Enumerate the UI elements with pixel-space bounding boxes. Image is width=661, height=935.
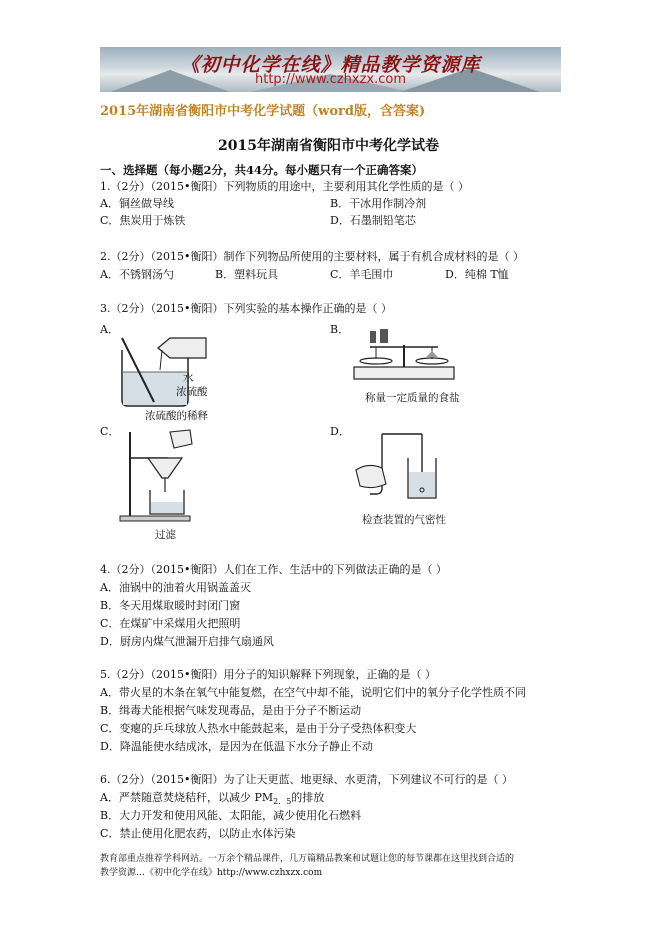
figure-airtight-check xyxy=(352,428,442,503)
q5-option-c: C．变瘪的乒乓球放人热水中能鼓起来，是由于分子受热体积变大 xyxy=(100,722,417,735)
q3-option-a: A． xyxy=(100,323,119,336)
q5-option-a: A．带火星的木条在氧气中能复燃，在空气中却不能，说明它们中的氧分子化学性质不同 xyxy=(100,686,526,699)
q2-option-b: B．塑料玩具 xyxy=(215,268,279,281)
weight xyxy=(370,331,376,343)
pm-subscript: 2．5 xyxy=(273,797,292,807)
q1-option-b: B．干冰用作制冷剂 xyxy=(330,197,427,210)
q4-option-d: D．厨房内煤气泄漏开启排气扇通风 xyxy=(100,635,274,648)
q6-option-a-text: A．严禁随意焚烧秸秆，以减少 PM xyxy=(100,791,274,804)
caption-a: 浓硫酸的稀释 xyxy=(145,410,208,422)
q4-option-b: B．冬天用煤取暖时封闭门窗 xyxy=(100,599,241,612)
q6-stem: 6.（2分）（2015•衡阳）为了让天更蓝、地更绿、水更清，下列建议不可行的是（ ） xyxy=(100,773,513,786)
q6-option-a xyxy=(100,791,324,809)
iron-stand-base xyxy=(120,516,190,521)
q5-option-b: B．缉毒犬能根据气味发现毒品，是由于分子不断运动 xyxy=(100,704,362,717)
q6-option-c: C．禁止使用化肥农药，以防止水体污染 xyxy=(100,827,296,840)
caption-c: 过滤 xyxy=(155,529,176,541)
q2-option-c: C．羊毛围巾 xyxy=(330,268,394,281)
exam-title: 2015年湖南省衡阳市中考化学试卷 xyxy=(218,138,439,154)
banner-title: 《初中化学在线》精品教学资源库 xyxy=(180,54,481,76)
hand-icon xyxy=(356,465,386,487)
q4-option-a: A．油锅中的油着火用锅盖盖灭 xyxy=(100,581,251,594)
q6-option-a-suffix: 的排放 xyxy=(291,791,325,804)
funnel xyxy=(148,458,182,478)
footer-line-1: 教育部重点推荐学科网站。一万余个精品课件，几万篇精品教案和试题让您的每节课都在这里找到合适的 xyxy=(100,854,515,864)
q6-option-b: B．大力开发和使用风能、太阳能，减少使用化石燃料 xyxy=(100,809,362,822)
q2-stem: 2.（2分）（2015•衡阳）制作下列物品所使用的主要材料，属于有机合成材料的是（ ） xyxy=(100,250,524,263)
q2-option-d: D．纯棉 T恤 xyxy=(445,268,509,281)
q3-stem: 3.（2分）（2015•衡阳）下列实验的基本操作正确的是（ ） xyxy=(100,302,392,315)
q1-option-c: C．焦炭用于炼铁 xyxy=(100,214,186,227)
header-banner xyxy=(100,47,561,92)
water-d xyxy=(409,472,435,497)
filtrate xyxy=(151,502,183,513)
q2-option-a: A．不锈钢汤勺 xyxy=(100,268,174,281)
q5-option-d: D．降温能使水结成冰，是因为在低温下水分子静止不动 xyxy=(100,740,373,753)
water-beaker xyxy=(158,338,206,358)
section-heading: 一、选择题（每小题2分，共44分。每小题只有一个正确答案） xyxy=(100,163,424,177)
balance-base xyxy=(354,367,454,379)
q1-option-d: D．石墨制铅笔芯 xyxy=(330,214,416,227)
pouring-beaker xyxy=(170,430,192,448)
label-water: 水 xyxy=(183,372,194,384)
q4-stem: 4.（2分）（2015•衡阳）人们在工作、生活中的下列做法正确的是（ ） xyxy=(100,563,447,576)
q4-option-c: C．在煤矿中采煤用火把照明 xyxy=(100,617,241,630)
q3-option-c: C． xyxy=(100,425,120,438)
banner-url[interactable]: http://www.czhxzx.com xyxy=(255,72,406,87)
figure-filtration xyxy=(118,428,198,523)
doc-link-title[interactable]: 2015年湖南省衡阳市中考化学试题（word版，含答案) xyxy=(100,104,426,119)
q1-option-a: A．铜丝做导线 xyxy=(100,197,174,210)
q1-stem: 1.（2分）（2015•衡阳）下列物质的用途中，主要利用其化学性质的是（ ） xyxy=(100,180,469,193)
water-stream xyxy=(160,350,162,370)
footer xyxy=(100,852,562,880)
footer-line-2[interactable]: 教学资源…《初中化学在线》http://www.czhxzx.com xyxy=(100,868,323,878)
q5-stem: 5.（2分）（2015•衡阳）用分子的知识解释下列现象，正确的是（ ） xyxy=(100,668,436,681)
q3-option-b: B． xyxy=(330,323,350,336)
caption-d: 检查装置的气密性 xyxy=(362,514,446,526)
label-acid: 浓硫酸 xyxy=(176,386,208,398)
salt-pile xyxy=(426,351,438,357)
q3-option-d: D． xyxy=(330,425,350,438)
caption-b: 称量一定质量的食盐 xyxy=(365,392,460,404)
weight xyxy=(380,329,388,343)
figure-balance xyxy=(350,323,460,385)
